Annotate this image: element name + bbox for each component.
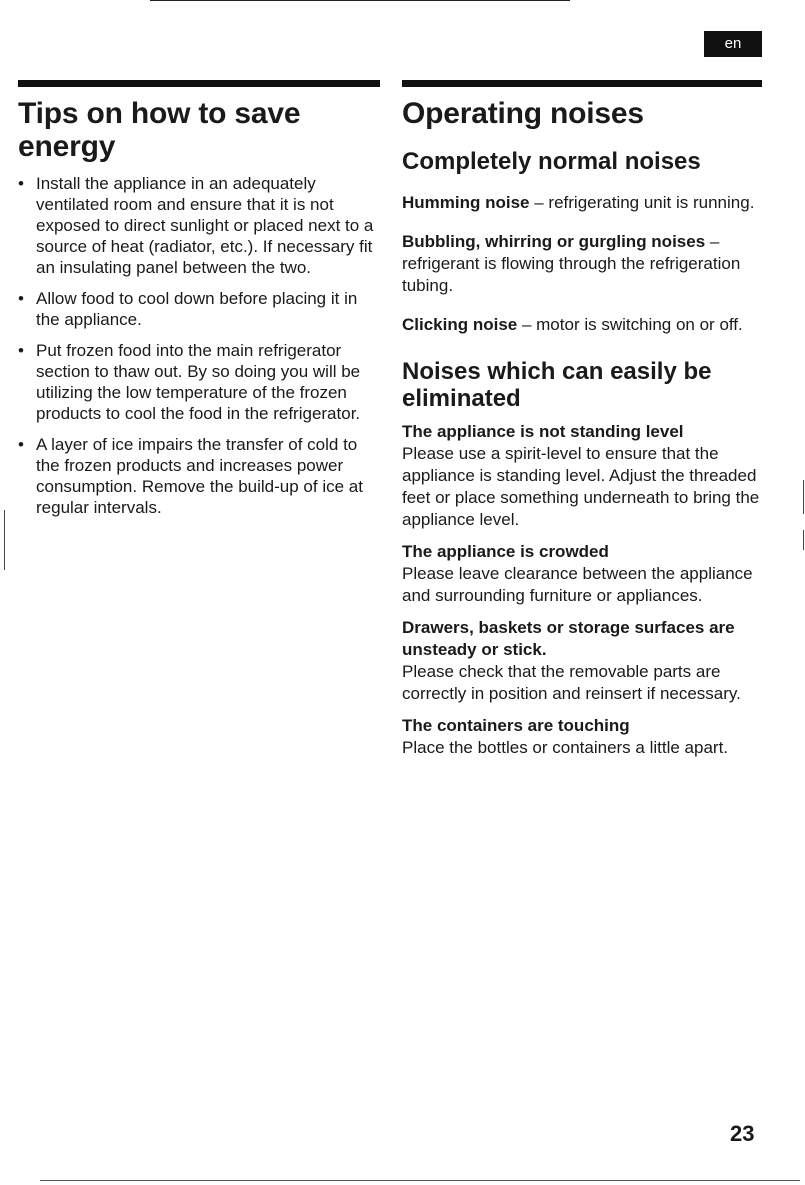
bullet-icon: • (18, 289, 24, 308)
noise-entry (402, 192, 762, 214)
left-margin-mark (4, 510, 5, 570)
noise-desc: – refrigerating unit is running. (529, 193, 755, 212)
fix-body: Please leave clearance between the appliance and surrounding furniture or appliances. (402, 564, 753, 605)
list-item-text: A layer of ice impairs the transfer of cold to the frozen products and increases power consumption. Remove the build-up of ice at regular intervals. (36, 435, 363, 517)
operating-noises-title: Operating noises (402, 97, 644, 130)
bottom-scan-line (40, 1180, 800, 1181)
bullet-icon: • (18, 174, 24, 193)
fixable-noises-heading: Noises which can easily be eliminated (402, 358, 712, 412)
fix-body: Please check that the removable parts are correctly in position and reinsert if necessary. (402, 662, 741, 703)
energy-tips-list (18, 173, 380, 518)
noise-term: Humming noise (402, 193, 530, 212)
page-number: 23 (730, 1121, 755, 1146)
fix-body: Place the bottles or containers a little apart. (402, 738, 729, 757)
normal-noises-heading: Completely normal noises (402, 148, 701, 175)
energy-tips-title: Tips on how to save energy (18, 97, 301, 163)
list-item-text: Allow food to cool down before placing it in the appliance. (36, 289, 358, 329)
noise-entry (402, 314, 762, 336)
fix-title: The appliance is not standing level (402, 422, 684, 441)
list-item (18, 288, 380, 330)
energy-tips-section (18, 80, 380, 528)
list-item-text: Put frozen food into the main refrigerator section to thaw out. By so doing you will be utilizing the low temperature of the frozen products to cool the food in the refrigerator. (36, 341, 361, 423)
section-rule (18, 80, 380, 87)
language-tag: en (704, 31, 762, 57)
operating-noises-section (402, 80, 762, 769)
list-item (18, 340, 380, 424)
noise-term: Bubbling, whirring or gurgling noises (402, 232, 706, 251)
top-scan-line (150, 0, 570, 1)
fix-title: The containers are touching (402, 716, 630, 735)
right-margin-mark (803, 480, 804, 514)
noise-desc: – refrigerant is flowing through the refrigeration tubing. (402, 232, 741, 295)
list-item (18, 173, 380, 278)
noise-entry (402, 231, 762, 297)
bullet-icon: • (18, 341, 24, 360)
fix-body: Please use a spirit-level to ensure that the appliance is standing level. Adjust the threaded feet or place something underneath to bring the appliance level. (402, 444, 760, 529)
section-rule (402, 80, 762, 87)
noise-term: Clicking noise (402, 315, 518, 334)
right-margin-mark-2 (803, 530, 804, 550)
fix-title: The appliance is crowded (402, 542, 609, 561)
list-item-text: Install the appliance in an adequately ventilated room and ensure that it is not exposed to direct sunlight or placed next to a source of heat (radiator, etc.). If necessary fit an insulating panel between the two. (36, 174, 374, 277)
list-item (18, 434, 380, 518)
noise-desc: – motor is switching on or off. (517, 315, 743, 334)
bullet-icon: • (18, 435, 24, 454)
fix-title: Drawers, baskets or storage surfaces are unsteady or stick. (402, 618, 735, 659)
